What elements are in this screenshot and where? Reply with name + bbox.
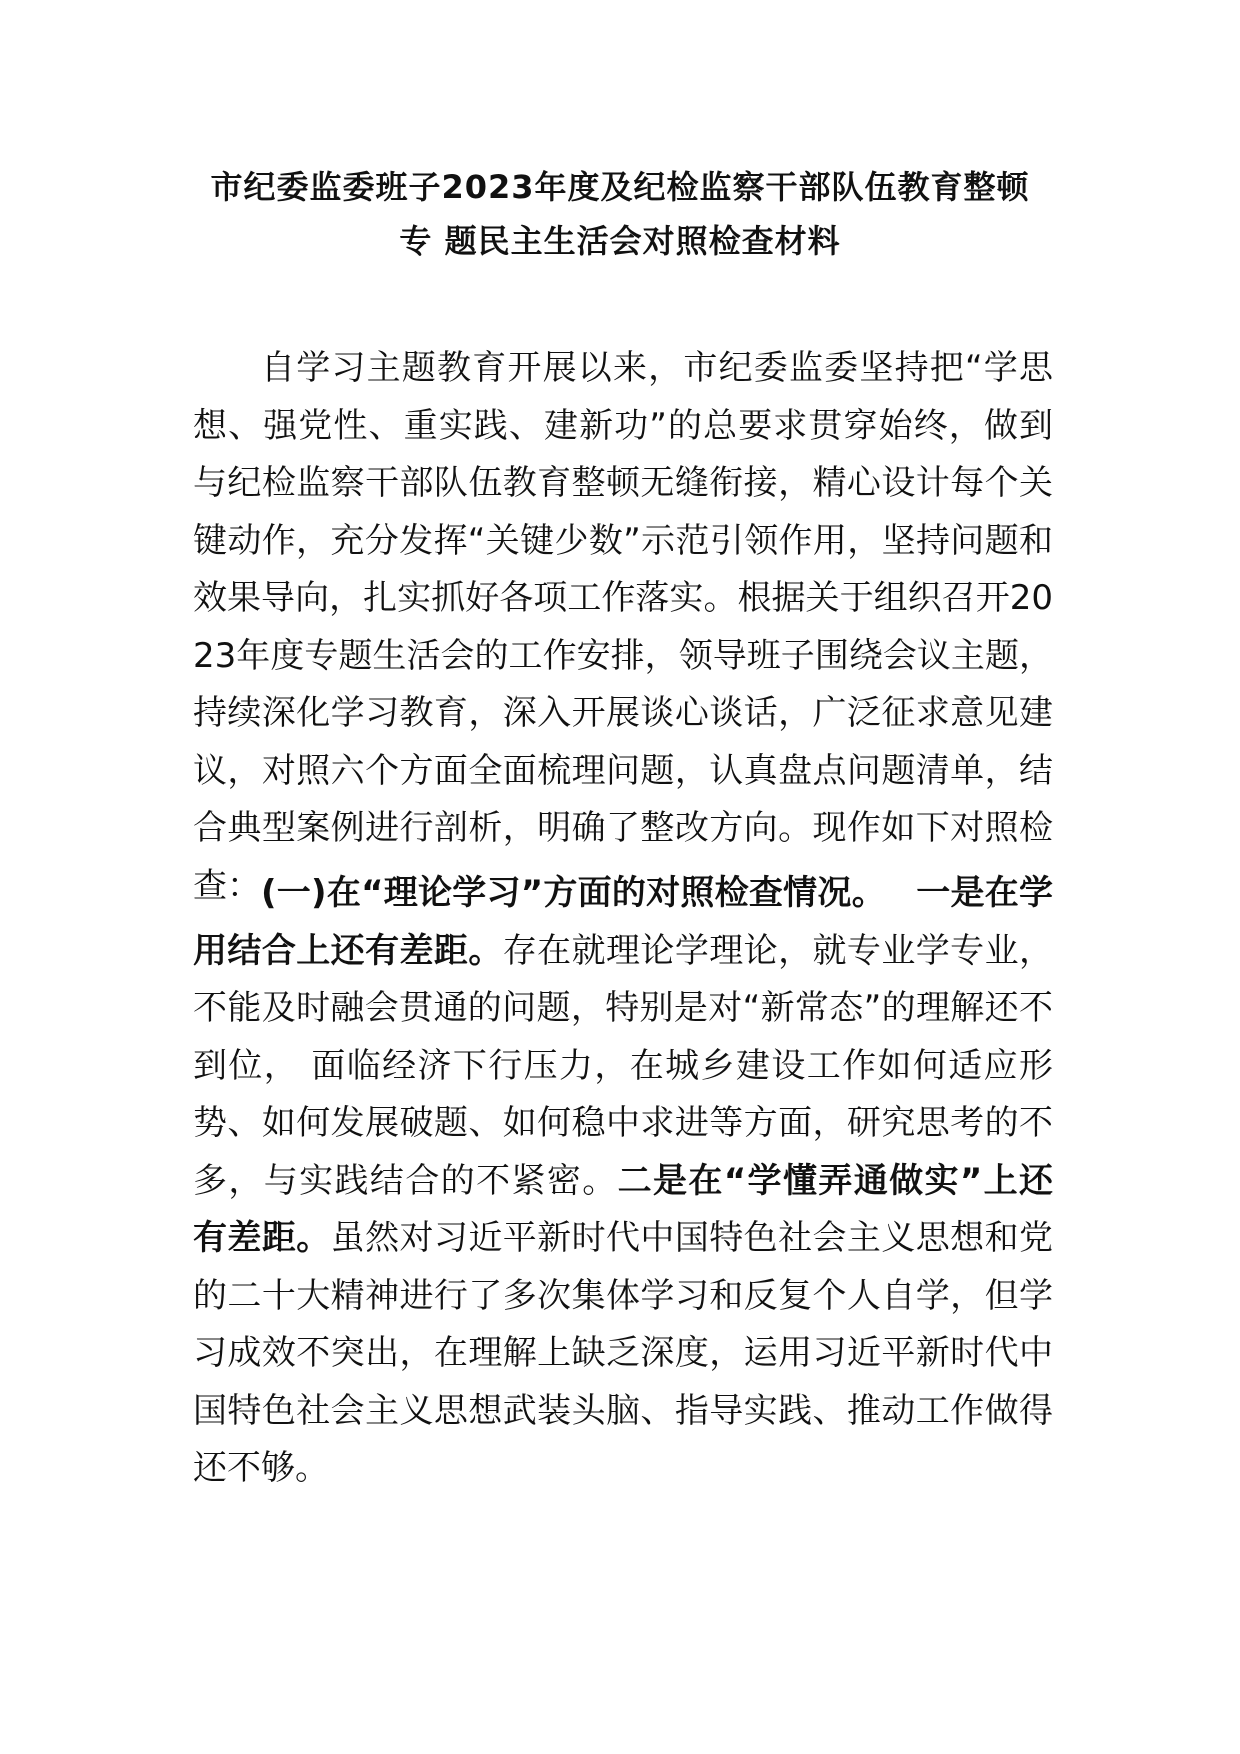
- section1-heading: (一)在“理论学习”方面的对照检查情况。: [261, 873, 886, 913]
- point2-text: 虽然对习近平新时代中国特色社会主义思想和党的二十大精神进行了多次集体学习和反复个人自学，但学习成效不突出，在理解上缺乏深度，运用习近平新时代中国特色社会主义思想武装头脑、指导实践、推动工作做得还不够。: [193, 1218, 1054, 1488]
- point1-title: 一是在学用结合上还有差距。: [193, 873, 1053, 971]
- intro-paragraph: 自学习主题教育开展以来，市纪委监委坚持把“学思想、强党性、重实践、建新功”的总要求贯穿始终，做到与纪检监察干部队伍教育整顿无缝衔接，精心设计每个关键动作，充分发挥“关键少数”示范引领作用，坚持问题和效果导向，扎实抓好各项工作落实。根据关于组织召开2023年度专题生活会的工作安排，领导班子围绕会议主题，持续深化学习教育，深入开展谈心谈话，广泛征求意见建议，对照六个方面全面梳理问题，认真盘点问题清单，结合典型案例进行剖析，明确了整改方向。现作如下对照检查：: [193, 348, 1053, 906]
- section-theory-study: [193, 865, 1053, 1498]
- point1-text: 存在就理论学理论，就专业学专业，不能及时融会贯通的问题，特别是对“新常态”的理解还不到位， 面临经济下行压力，在城乡建设工作如何适应形势、如何发展破题、如何稳中求进等方面，研究思考的不多，与实践结合的不紧密。: [193, 930, 1053, 1201]
- point2-title: 二是在“学懂弄通做实”上还有差距。: [193, 1160, 1053, 1258]
- document-title-line1: 市纪委监委班子2023年度及纪检监察干部队伍教育整顿: [210, 168, 1030, 206]
- section1-paragraph: [193, 865, 1053, 1498]
- document-title-line2: 专 题民主生活会对照检查材料: [399, 222, 841, 260]
- intro-section: [193, 340, 1053, 915]
